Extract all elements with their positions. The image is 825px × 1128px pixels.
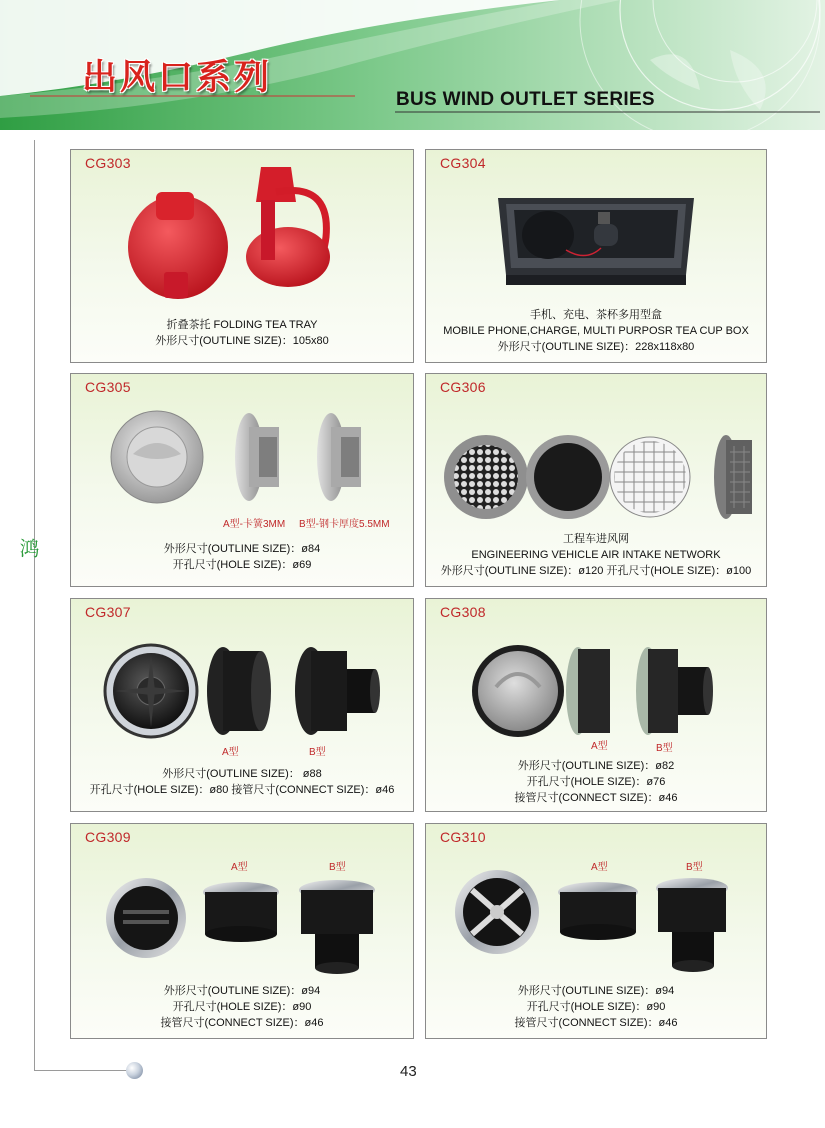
caption-line-2: 开孔尺寸(HOLE SIZE)：ø69: [172, 559, 312, 571]
product-panel-cg303: [70, 149, 414, 363]
product-panel-cg304: [425, 149, 767, 363]
caption-line-1: 外形尺寸(OUTLINE SIZE)：ø84: [163, 543, 321, 555]
product-code: CG303: [85, 155, 131, 171]
caption-line-3: 接管尺寸(CONNECT SIZE)：ø46: [514, 792, 678, 804]
round-outlet-cg309-photo: [101, 876, 381, 976]
product-code: CG306: [440, 379, 486, 395]
caption-line-2: MOBILE PHONE,CHARGE, MULTI PURPOSR TEA CUP BOX: [443, 325, 749, 337]
side-rule: [34, 140, 35, 1070]
caption-line-3: 接管尺寸(CONNECT SIZE)：ø46: [514, 1017, 678, 1029]
caption-line-3: 接管尺寸(CONNECT SIZE)：ø46: [160, 1017, 324, 1029]
air-intake-network-photo: [444, 432, 756, 522]
product-code: CG304: [440, 155, 486, 171]
product-code: CG310: [440, 829, 486, 845]
type-b-label: B型: [309, 747, 326, 758]
product-panel-cg309: [70, 823, 414, 1039]
round-outlet-cg310-photo: [452, 868, 732, 974]
type-a-label: A型: [222, 747, 239, 758]
caption-line-1: 手机、充电、茶杯多用型盒: [530, 309, 662, 321]
product-code: CG308: [440, 604, 486, 620]
type-b-label: B型: [686, 862, 703, 873]
product-panel-cg307: [70, 598, 414, 812]
type-b-label: B型: [329, 862, 346, 873]
caption-line-2: 开孔尺寸(HOLE SIZE)：ø90: [172, 1001, 312, 1013]
product-panel-cg305: [70, 373, 414, 587]
caption-line-1: 外形尺寸(OUTLINE SIZE)：ø82: [517, 760, 675, 772]
round-outlet-cg308-photo: [466, 641, 726, 741]
caption-line-1: 折叠茶托 FOLDING TEA TRAY: [166, 319, 318, 331]
round-outlet-cg305-photo: [109, 402, 369, 512]
caption-line-2: ENGINEERING VEHICLE AIR INTAKE NETWORK: [471, 549, 721, 561]
page-bullet-icon: [126, 1062, 143, 1079]
product-code: CG309: [85, 829, 131, 845]
caption-line-3: 外形尺寸(OUTLINE SIZE)：ø120 开孔尺寸(HOLE SIZE)：ø100: [440, 565, 752, 577]
caption-line-2: 开孔尺寸(HOLE SIZE)：ø90: [526, 1001, 666, 1013]
caption-line-1: 外形尺寸(OUTLINE SIZE)： ø88: [162, 768, 322, 780]
title-english: BUS WIND OUTLET SERIES: [396, 89, 655, 110]
type-a-label: A型: [591, 741, 608, 752]
product-code: CG307: [85, 604, 131, 620]
type-b-label: B型: [656, 743, 673, 754]
caption-line-2: 开孔尺寸(HOLE SIZE)：ø80 接管尺寸(CONNECT SIZE)：ø46: [89, 784, 395, 796]
multi-purpose-box-photo: [486, 190, 706, 290]
product-panel-cg306: [425, 373, 767, 587]
product-code: CG305: [85, 379, 131, 395]
page-number: 43: [400, 1063, 417, 1080]
caption-line-2: 外形尺寸(OUTLINE SIZE)：105x80: [155, 335, 329, 347]
page-header: [0, 0, 825, 130]
product-panel-cg310: [425, 823, 767, 1039]
product-panel-cg308: [425, 598, 767, 812]
title-chinese: 出风口系列: [82, 57, 273, 98]
caption-line-1: 外形尺寸(OUTLINE SIZE)：ø94: [517, 985, 675, 997]
type-b-label: B型-钢卡厚度5.5MM: [299, 519, 390, 530]
caption-line-3: 外形尺寸(OUTLINE SIZE)：228x118x80: [497, 341, 695, 353]
round-outlet-cg307-photo: [101, 641, 381, 741]
bottom-rule: [34, 1070, 134, 1071]
caption-line-1: 工程车进风网: [563, 533, 629, 545]
side-brand-mark: 鸿: [16, 538, 40, 558]
type-a-label: A型-卡簧3MM: [223, 519, 286, 530]
type-a-label: A型: [591, 862, 608, 873]
type-a-label: A型: [231, 862, 248, 873]
caption-line-1: 外形尺寸(OUTLINE SIZE)：ø94: [163, 985, 321, 997]
caption-line-2: 开孔尺寸(HOLE SIZE)：ø76: [526, 776, 666, 788]
folding-tea-tray-photo: [126, 162, 366, 312]
